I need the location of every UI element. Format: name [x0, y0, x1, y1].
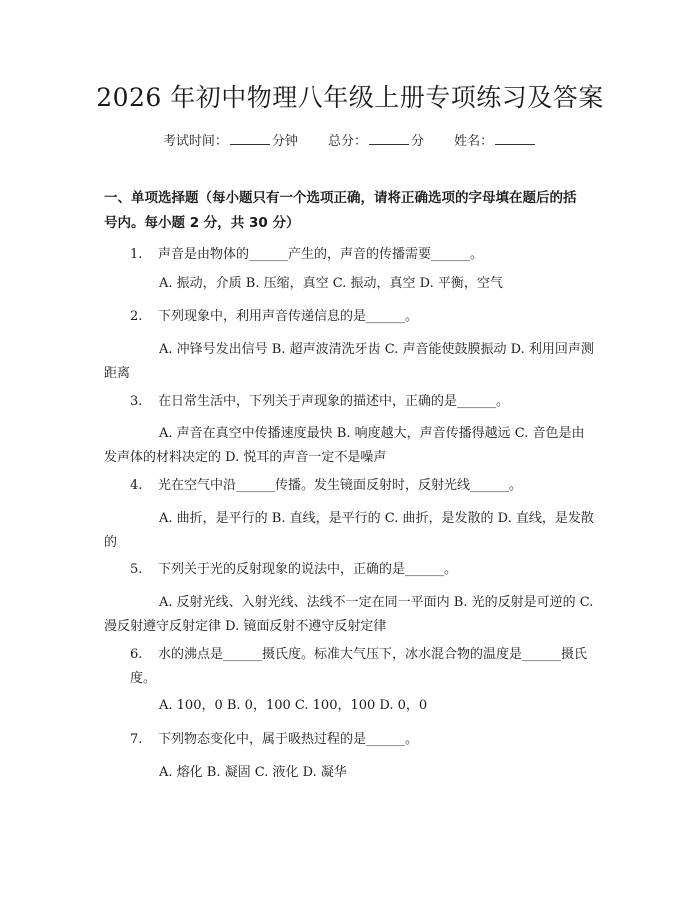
question-options: A. 声音在真空中传播速度最快 B. 响度越大，声音传播得越远 C. 音色是由发声体的材料决定的 D. 悦耳的声音一定不是噪声 [104, 426, 585, 465]
question-4-options [104, 507, 594, 555]
question-stem [104, 643, 594, 691]
total-score [328, 134, 424, 149]
question-text: 下列现象中，利用声音传递信息的是______。 [158, 309, 419, 324]
question-options: A. 熔化 B. 凝固 C. 液化 D. 凝华 [159, 765, 347, 780]
section-heading-line1: 一、单项选择题（每小题只有一个选项正确，请将正确选项的字母填在题后的括 [104, 190, 577, 206]
question-options: A. 冲锋号发出信号 B. 超声波清洗牙齿 C. 声音能使鼓膜振动 D. 利用回声测距离 [104, 342, 594, 381]
page-title: 2026 年初中物理八年级上册专项练习及答案 [96, 83, 604, 112]
question-1-options [104, 272, 594, 296]
total-score-label: 总分： [327, 134, 367, 149]
question-3-options [104, 422, 594, 470]
student-name-label: 姓名： [454, 134, 494, 149]
question-2 [104, 305, 594, 329]
question-1 [104, 243, 594, 267]
question-6 [104, 643, 594, 691]
question-stem [104, 558, 594, 582]
student-name-blank [495, 132, 535, 145]
question-3 [104, 390, 594, 414]
question-5-options [104, 591, 594, 639]
question-text: 声音是由物体的______产生的，声音的传播需要______。 [158, 247, 484, 262]
exam-time-label: 考试时间： [162, 134, 228, 149]
question-stem [104, 305, 594, 329]
question-number: 2. [130, 309, 143, 324]
exam-meta [0, 130, 700, 154]
question-5 [104, 558, 594, 582]
question-stem [104, 390, 594, 414]
total-score-unit: 分 [411, 134, 425, 149]
question-7-options [104, 761, 594, 785]
exam-time-blank [230, 132, 270, 145]
question-number: 5. [130, 562, 143, 577]
question-text: 在日常生活中，下列关于声现象的描述中，正确的是______。 [158, 394, 510, 409]
question-number: 7. [130, 732, 143, 747]
section-heading-line2: 号内。每小题 2 分，共 30 分） [104, 215, 300, 231]
question-number: 6. [130, 647, 143, 662]
exam-time-unit: 分钟 [271, 134, 298, 149]
question-stem [104, 728, 594, 752]
section-heading [104, 186, 604, 236]
question-number: 1. [130, 247, 143, 262]
question-2-options [104, 338, 594, 386]
question-7 [104, 728, 594, 752]
question-options: A. 曲折，是平行的 B. 直线，是平行的 C. 曲折，是发散的 D. 直线，是发散的 [104, 511, 594, 550]
question-text: 水的沸点是______摄氏度。标准大气压下，冰水混合物的温度是______摄氏度。 [130, 647, 588, 686]
total-score-blank [369, 132, 409, 145]
question-options: A. 振动，介质 B. 压缩，真空 C. 振动，真空 D. 平衡，空气 [159, 276, 503, 291]
question-6-options [104, 694, 594, 718]
question-options: A. 100，0 B. 0，100 C. 100，100 D. 0，0 [159, 698, 428, 713]
question-stem [104, 474, 594, 498]
question-options: A. 反射光线、入射光线、法线不一定在同一平面内 B. 光的反射是可逆的 C. 漫反射遵守反射定律 D. 镜面反射不遵守反射定律 [104, 595, 594, 634]
question-text: 光在空气中沿______传播。发生镜面反射时，反射光线______。 [158, 478, 523, 493]
question-text: 下列物态变化中，属于吸热过程的是______。 [158, 732, 419, 747]
question-number: 4. [130, 478, 143, 493]
question-4 [104, 474, 594, 498]
question-stem [104, 243, 594, 267]
exam-time [163, 134, 298, 149]
question-number: 3. [130, 394, 143, 409]
question-text: 下列关于光的反射现象的说法中，正确的是______。 [158, 562, 458, 577]
student-name [454, 134, 537, 149]
